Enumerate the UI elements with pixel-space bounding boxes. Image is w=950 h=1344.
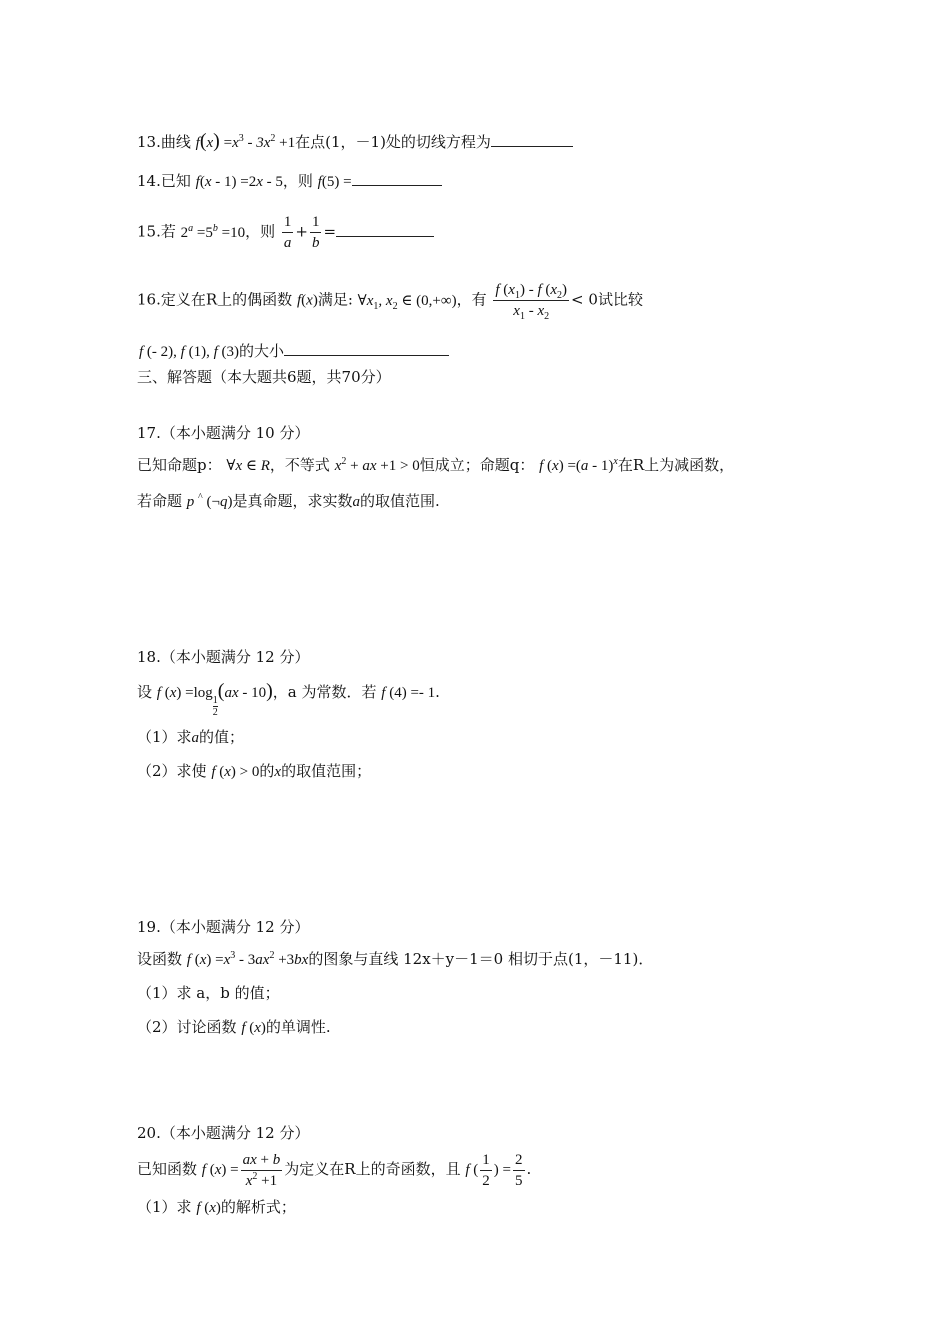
q17-p-label: p： xyxy=(197,456,222,474)
q19-fx: f (x) xyxy=(241,1020,266,1036)
q16-R: R xyxy=(205,290,218,309)
q19-line1-b: 的图象与直线 12x＋y－1＝0 相切于点(1，－11)． xyxy=(308,950,654,968)
q17-line1-e: 上为减函数， xyxy=(644,456,735,474)
q18-line1-a: 设 xyxy=(137,683,153,701)
q17-line2-a: 若命题 xyxy=(137,492,183,510)
q18-line1-b: ，a 为常数．若 xyxy=(272,683,377,701)
q20-line1-c: 上的奇函数，且 xyxy=(355,1159,461,1178)
question-17-line2 xyxy=(137,490,440,513)
q16-text-b: 上的偶函数 xyxy=(217,290,293,309)
q18-part2-b: 的 xyxy=(259,762,275,780)
q18-var-x: x xyxy=(274,764,282,780)
q20-R: R xyxy=(344,1159,356,1178)
q14-formula-b: f(5) = xyxy=(317,174,352,190)
q13-text-a: 曲线 xyxy=(160,133,191,151)
q19-score: （本小题满分 12 分） xyxy=(160,918,310,936)
q15-answer-blank[interactable] xyxy=(336,222,434,237)
q18-score: （本小题满分 12 分） xyxy=(160,648,310,666)
q17-score: （本小题满分 10 分） xyxy=(160,424,310,442)
q16-answer-blank[interactable] xyxy=(284,341,449,356)
q18-part2-a: （2）求使 xyxy=(137,762,207,780)
q17-number: 17. xyxy=(137,424,161,442)
q15-formula: $2^a =5^b =10$ xyxy=(180,222,246,241)
q19-number: 19. xyxy=(137,918,161,936)
q13-answer-blank[interactable] xyxy=(491,132,573,147)
question-18-header xyxy=(137,646,309,668)
question-17-header xyxy=(137,422,309,444)
question-16: 16.定义在R上的偶函数 f(x)满足: $\forall x_1$, $x_2$ ∈ (0,+∞)，有 $\frac{f (x_1) - f (x_2)}{x_1 - x_2}$ < 0试比较 xyxy=(137,282,643,322)
q18-function: f (x) =log $\frac{1}{2}$ (ax - 10) xyxy=(156,680,273,718)
q16-fx: f(x) xyxy=(296,292,318,309)
question-20-header xyxy=(137,1122,309,1144)
q17-R: R xyxy=(632,456,645,474)
q20-condition: f ( $\frac{1}{2}$ ) = $\frac{2}{5}$ xyxy=(465,1152,523,1189)
q17-inequality: $x^2$ + ax +1 > 0 xyxy=(334,456,420,474)
q18-var-a: a xyxy=(191,730,200,746)
q16-text-e: 试比较 xyxy=(597,290,643,309)
q16-text-d: ，有 xyxy=(456,290,487,309)
question-13 xyxy=(137,130,573,154)
q20-part1-a: （1）求 xyxy=(137,1198,192,1216)
q20-function: f (x) = $\frac{ax + b}{x^2 +1}$ xyxy=(201,1152,281,1189)
q19-function: f $(x) =x^3 - 3ax^2 +3bx$ xyxy=(186,950,309,968)
q18-condition: f (4) =- 1 xyxy=(381,685,436,701)
q19-line1-a: 设函数 xyxy=(137,950,183,968)
q16-text-f: 的大小 xyxy=(239,342,285,360)
q17-line1-a: 已知命题 xyxy=(137,456,198,474)
q13-number: 13. xyxy=(137,133,161,151)
q15-frac-b: $\frac{1}{b}$ xyxy=(311,214,320,251)
q20-number: 20. xyxy=(137,1124,161,1142)
q17-line1-c: 恒成立；命题 xyxy=(419,456,510,474)
question-17-line1 xyxy=(137,454,734,477)
q14-answer-blank[interactable] xyxy=(352,171,442,186)
q14-text-a: 已知 xyxy=(160,172,191,190)
question-18-part1 xyxy=(137,726,244,749)
q20-line1-d: . xyxy=(526,1159,532,1178)
q18-line1-c: . xyxy=(435,683,440,701)
q13-formula: $f(x) =x^3 - 3x^2 +1$ xyxy=(195,130,296,152)
question-19-line1 xyxy=(137,948,653,971)
q13-text-b: 在点(1，－1)处的切线方程为 xyxy=(295,133,491,151)
q16-fraction: $\frac{f (x_1) - f (x_2)}{x_1 - x_2}$ xyxy=(495,282,568,322)
question-15: 15.若 $2^a =5^b =10$，则 $\frac{1}{a}$ + $\frac{1}{b}$ = xyxy=(137,212,434,253)
q16-condition: $\forall x_1$, $x_2$ ∈ (0,+∞) xyxy=(357,292,457,312)
q15-number: 15. xyxy=(137,222,161,241)
question-19-part2 xyxy=(137,1016,331,1039)
q20-fx: f (x) xyxy=(196,1200,221,1216)
q19-part2-b: 的单调性. xyxy=(265,1018,331,1036)
q16-values: f (- 2), f (1), f (3) xyxy=(139,344,240,360)
section-3-title: 三、解答题（本大题共6题，共70分） xyxy=(137,368,391,386)
q17-function: f (x) =(a - 1)$^x$ xyxy=(539,456,618,474)
q17-q-label: q： xyxy=(509,456,535,474)
q17-line1-d: 在 xyxy=(617,456,633,474)
q18-number: 18. xyxy=(137,648,161,666)
q20-line1-b: 为定义在 xyxy=(284,1159,345,1178)
question-19-header xyxy=(137,916,309,938)
q17-forall: ∀x ∈ R xyxy=(226,458,270,474)
q14-number: 14. xyxy=(137,172,161,190)
question-18-part2 xyxy=(137,760,371,783)
q20-score: （本小题满分 12 分） xyxy=(160,1124,310,1142)
q17-var-a: a xyxy=(352,494,360,510)
q16-text-c: 满足: xyxy=(317,290,353,309)
q15-frac-a: $\frac{1}{a}$ xyxy=(283,214,292,251)
q17-line2-c: 的取值范围. xyxy=(359,492,440,510)
question-14 xyxy=(137,170,442,193)
q20-part1-b: 的解析式； xyxy=(220,1198,296,1216)
q16-text-a: 定义在 xyxy=(160,290,206,309)
q18-part1-a: （1）求 xyxy=(137,728,192,746)
q18-part1-b: 的值； xyxy=(199,728,245,746)
q15-text-a: 若 xyxy=(160,222,176,241)
question-18-line1 xyxy=(137,680,440,718)
question-20-line1 xyxy=(137,1150,531,1191)
q19-part2-a: （2）讨论函数 xyxy=(137,1018,237,1036)
question-16-line2 xyxy=(139,340,449,363)
question-19-part1: （1）求 a，b 的值； xyxy=(137,984,280,1002)
q20-line1-a: 已知函数 xyxy=(137,1159,198,1178)
q17-line2-b: 是真命题，求实数 xyxy=(232,492,353,510)
q18-inequality: f (x) > 0 xyxy=(211,764,260,780)
q15-text-b: ，则 xyxy=(245,222,276,241)
q17-line1-b: ，不等式 xyxy=(269,456,330,474)
q16-number: 16. xyxy=(137,290,161,309)
q17-proposition: p ^ (¬q) xyxy=(186,492,233,510)
q14-text-b: ，则 xyxy=(282,172,313,190)
q14-formula: f(x - 1) =2x - 5 xyxy=(195,174,283,190)
question-20-part1 xyxy=(137,1196,296,1219)
q18-part2-c: 的取值范围； xyxy=(281,762,372,780)
